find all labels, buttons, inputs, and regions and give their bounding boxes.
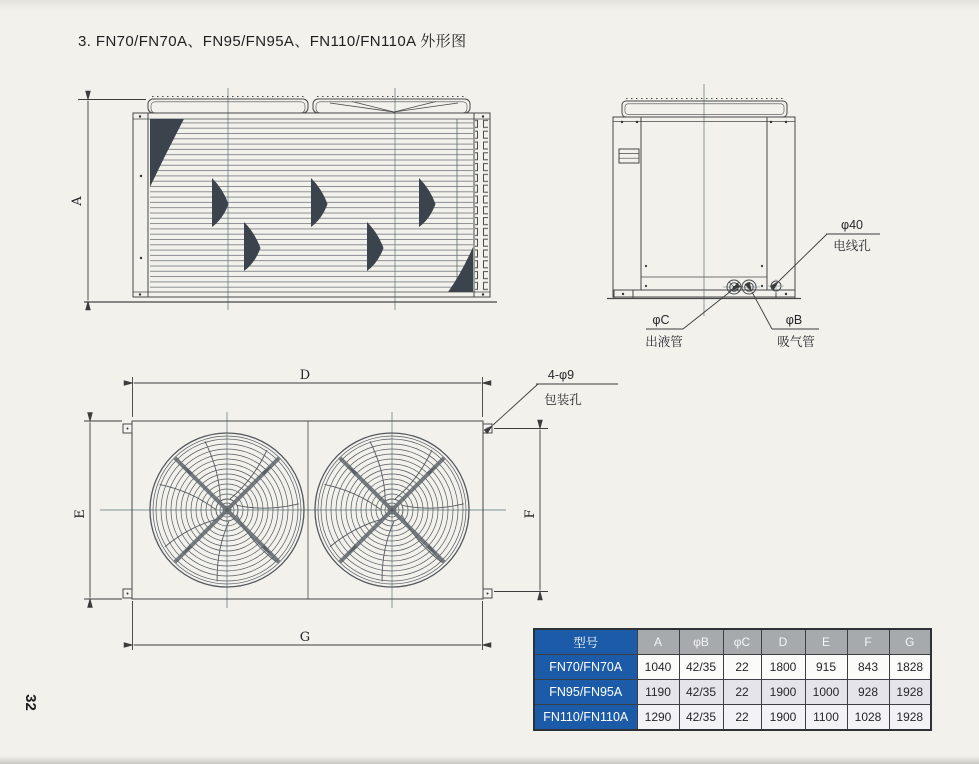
fan-shrouds — [148, 97, 470, 114]
table-cell: 1928 — [889, 705, 931, 731]
table-cell: 1900 — [761, 680, 805, 705]
header-f: F — [847, 629, 889, 655]
side-louvers — [475, 119, 488, 292]
table-cell: 928 — [847, 680, 889, 705]
liquid-pipe-dia: φC — [652, 313, 670, 327]
packing-hole-dia: 4-φ9 — [547, 368, 575, 382]
table-cell: 42/35 — [679, 655, 723, 680]
table-cell: 915 — [805, 655, 847, 680]
table-cell: 1040 — [637, 655, 679, 680]
wire-hole-dia: φ40 — [840, 218, 864, 232]
side-view — [607, 84, 880, 349]
table-cell: 1290 — [637, 705, 679, 731]
table-cell: 1190 — [637, 680, 679, 705]
table-cell: 1828 — [889, 655, 931, 680]
table-cell: 42/35 — [679, 680, 723, 705]
pipe-connections — [723, 279, 784, 294]
header-model: 型号 — [534, 629, 637, 655]
model-cell: FN95/FN95A — [534, 680, 637, 705]
nameplate — [619, 149, 639, 163]
header-e: E — [805, 629, 847, 655]
table-cell: 843 — [847, 655, 889, 680]
table-cell: 1100 — [805, 705, 847, 731]
dimension-d — [133, 377, 483, 417]
packing-hole-label: 包装孔 — [544, 393, 582, 407]
front-view — [70, 88, 497, 310]
page-number: 32 — [21, 694, 39, 711]
model-cell: FN110/FN110A — [534, 705, 637, 731]
table-cell: 1000 — [805, 680, 847, 705]
wire-hole-port — [768, 279, 784, 293]
header-d: D — [761, 629, 805, 655]
table-row — [534, 655, 931, 680]
suction-pipe-dia: φB — [785, 313, 803, 327]
dimension-a — [78, 100, 146, 301]
dim-a-label: A — [70, 196, 85, 206]
table-cell: 1028 — [847, 705, 889, 731]
header-a: A — [637, 629, 679, 655]
dim-g-label: G — [299, 630, 311, 645]
dim-f-label: F — [523, 509, 538, 519]
table-cell: 1928 — [889, 680, 931, 705]
table-cell: 1800 — [761, 655, 805, 680]
model-cell: FN70/FN70A — [534, 655, 637, 680]
suction-pipe-label: 吸气管 — [777, 335, 815, 349]
liquid-pipe-label: 出液管 — [645, 335, 683, 349]
wire-hole-label: 电线孔 — [833, 239, 871, 253]
table-header-row — [534, 629, 931, 655]
table-row — [534, 705, 931, 731]
page-title: 3. FN70/FN70A、FN95/FN95A、FN110/FN110A 外形图 — [78, 33, 467, 50]
dim-d-label: D — [299, 368, 311, 383]
table-cell: 22 — [723, 655, 761, 680]
top-view — [73, 368, 618, 650]
header-phi-b: φB — [679, 629, 723, 655]
dim-e-label: E — [73, 509, 88, 519]
header-g: G — [889, 629, 931, 655]
condenser-body — [84, 113, 497, 302]
header-phi-c: φC — [723, 629, 761, 655]
table-cell: 22 — [723, 705, 761, 731]
table-cell: 1900 — [761, 705, 805, 731]
table-cell: 42/35 — [679, 705, 723, 731]
dimensions-table — [533, 628, 932, 731]
table-cell: 22 — [723, 680, 761, 705]
table-row — [534, 680, 931, 705]
